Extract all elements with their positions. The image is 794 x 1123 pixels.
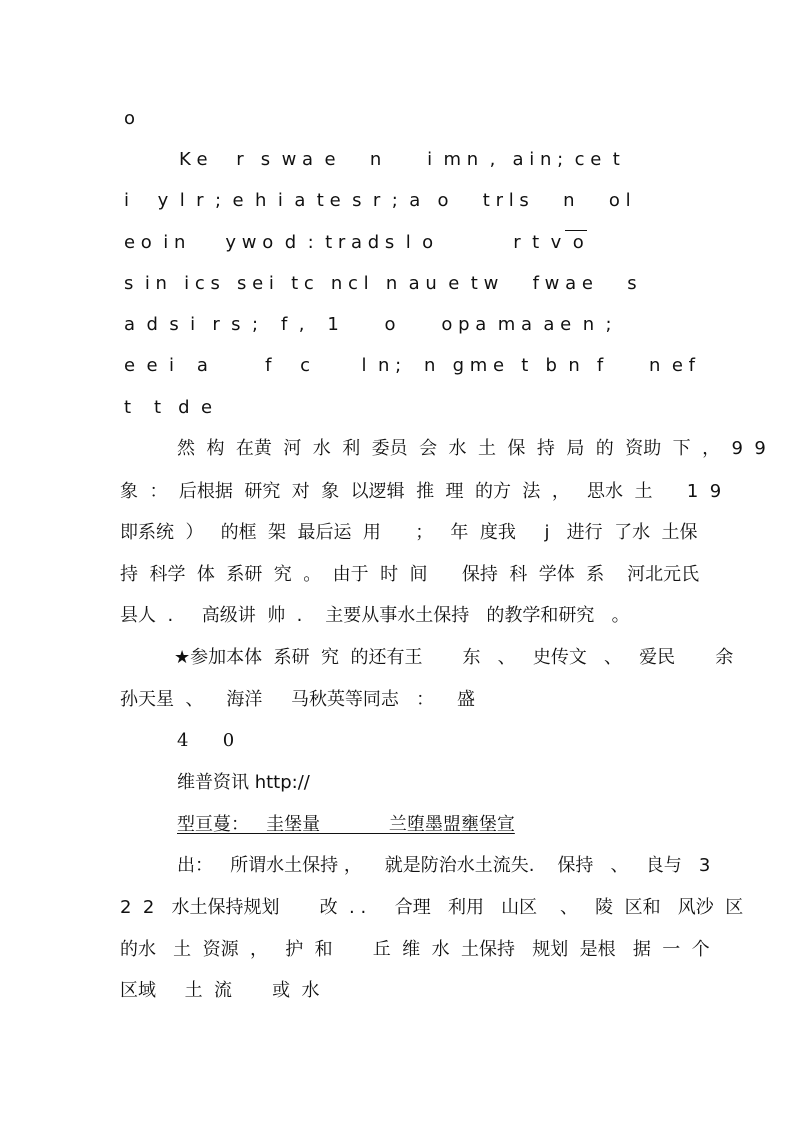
english-line-5: s i n i c s s e i t c n c l n a u e t w f w a e s: [124, 273, 637, 294]
english-line-8: t t d e: [124, 397, 213, 418]
chinese-line-3: 即系统 ） 的框 架 最后运 用 ； 年 度我 j 进行 了水 土保: [120, 522, 698, 543]
final-line-2: 2 2 水土保持规划 改 . . 合理 利用 山区 、 陵 区和 风沙 区: [120, 897, 744, 918]
chinese-line-5: 县人 . 高级讲 帅 . 主要从事水土保持 的教学和研究 。: [120, 605, 630, 626]
english-line-6: a d s i r s ; f , 1 o o p a m a a e n ;: [124, 314, 612, 335]
english-line-7: e e i a f c l n ; n g m e t b n f n e f: [124, 355, 696, 376]
em-dash-mark: [565, 230, 587, 231]
english-line-3: i y l r ; e h i a t e s r ; a o t r l s n o l: [124, 190, 631, 211]
chinese-line-6: ★参加本体 系研 究 的还有王 东 、 史传文 、 爱民 余: [174, 647, 734, 668]
english-line-1: o: [124, 108, 136, 129]
english-line-2: K e r s w a e n i m n , a i n ; c e t: [179, 149, 620, 170]
final-line-1: 出： 所谓水土保持 ， 就是防治水土流失. 保持 、 良与 3: [177, 855, 711, 876]
page-number: 4 0: [177, 730, 235, 751]
chinese-line-7: 孙天星 、 海洋 马秋英等同志 ： 盛: [120, 689, 475, 710]
english-line-4: e o i n y w o d : t r a d s l o r t v o: [124, 232, 584, 253]
chinese-line-2: 象 ： 后根据 研究 对 象 以逻辑 推 理 的方 法 ， 思水 土 1 9: [120, 481, 722, 502]
garbled-underlined-line: 型亘蔓： 圭堡量 兰堕墨盟壅堡宣: [177, 814, 515, 835]
final-line-4: 区域 土 流 或 水: [120, 980, 320, 1001]
chinese-line-4: 持 科学 体 系研 究 。 由于 时 间 保持 科 学体 系 河北元氏: [120, 564, 700, 585]
final-line-3: 的水 土 资源 ， 护 和 丘 维 水 土保持 规划 是根 据 一 个: [120, 939, 710, 960]
website-line: 维普资讯 http://: [177, 772, 310, 793]
chinese-line-1: 然 构 在黄 河 水 利 委员 会 水 土 保 持 局 的 资助 下 ， 9 9: [177, 438, 766, 459]
